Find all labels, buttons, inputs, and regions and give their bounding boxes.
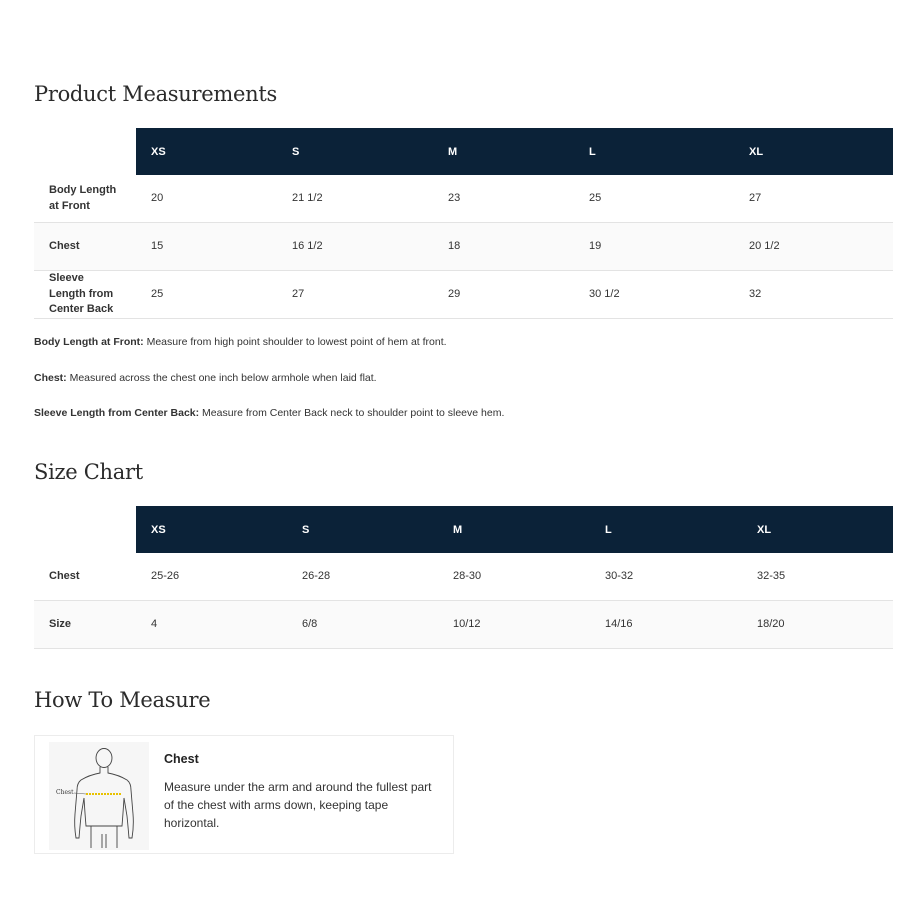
chest-measure-figure <box>49 742 149 850</box>
table-header-row <box>34 506 893 553</box>
table-cell: 32 <box>734 271 893 319</box>
column-header: S <box>277 128 433 175</box>
table-cell: 14/16 <box>590 601 742 649</box>
figure-background <box>49 742 149 850</box>
table-cell: 15 <box>136 223 277 271</box>
table-cell: 28-30 <box>438 553 590 601</box>
measure-card-chest <box>34 735 454 854</box>
column-header: XS <box>136 128 277 175</box>
product-measurements-title: Product Measurements <box>34 82 277 106</box>
table-cell: 21 1/2 <box>277 175 433 223</box>
card-text: Measure under the arm and around the fullest part of the chest with arms down, keeping tape horizontal. <box>164 780 432 830</box>
note-text: Measure from high point shoulder to lowest point of hem at front. <box>143 336 447 348</box>
header-corner <box>34 128 136 175</box>
note-term: Body Length at Front: <box>34 336 144 348</box>
table-cell: 20 1/2 <box>734 223 893 271</box>
table-cell: 20 <box>136 175 277 223</box>
column-header: S <box>287 506 438 553</box>
row-label: Chest <box>34 553 136 601</box>
table-cell: 30 1/2 <box>574 271 734 319</box>
note-term: Sleeve Length from Center Back: <box>34 407 200 419</box>
table-row <box>34 175 893 223</box>
column-header: L <box>590 506 742 553</box>
table-row <box>34 223 893 271</box>
table-cell: 23 <box>433 175 574 223</box>
column-header: XS <box>136 506 287 553</box>
table-row <box>34 553 893 601</box>
row-label: Size <box>34 601 136 649</box>
row-label: Chest <box>34 223 136 271</box>
column-header: L <box>574 128 734 175</box>
table-cell: 27 <box>734 175 893 223</box>
table-cell: 27 <box>277 271 433 319</box>
table-cell: 25 <box>136 271 277 319</box>
header-corner <box>34 506 136 553</box>
note-body-length <box>34 336 447 348</box>
column-header: M <box>433 128 574 175</box>
column-header: XL <box>742 506 893 553</box>
table-header-row <box>34 128 893 175</box>
note-chest <box>34 372 377 384</box>
table-cell: 25-26 <box>136 553 287 601</box>
figure-label: Chest <box>56 789 74 796</box>
table-cell: 26-28 <box>287 553 438 601</box>
table-cell: 18/20 <box>742 601 893 649</box>
column-header: M <box>438 506 590 553</box>
note-sleeve-length <box>34 407 504 419</box>
table-cell: 25 <box>574 175 734 223</box>
table-cell: 4 <box>136 601 287 649</box>
note-text: Measure from Center Back neck to shoulder point to sleeve hem. <box>199 407 505 419</box>
table-cell: 19 <box>574 223 734 271</box>
table-row <box>34 271 893 319</box>
table-cell: 29 <box>433 271 574 319</box>
table-row <box>34 601 893 649</box>
size-chart-table <box>34 506 893 649</box>
table-cell: 6/8 <box>287 601 438 649</box>
table-cell: 16 1/2 <box>277 223 433 271</box>
row-label: Body Length at Front <box>34 175 136 223</box>
table-cell: 32-35 <box>742 553 893 601</box>
table-cell: 18 <box>433 223 574 271</box>
table-cell: 10/12 <box>438 601 590 649</box>
note-text: Measured across the chest one inch below armhole when laid flat. <box>66 372 377 384</box>
how-to-measure-title: How To Measure <box>34 688 211 712</box>
product-measurements-table <box>34 128 893 319</box>
table-cell: 30-32 <box>590 553 742 601</box>
note-term: Chest: <box>34 372 67 384</box>
column-header: XL <box>734 128 893 175</box>
card-title: Chest <box>164 752 199 766</box>
row-label: Sleeve Length from Center Back <box>34 271 136 319</box>
size-chart-title: Size Chart <box>34 460 143 484</box>
